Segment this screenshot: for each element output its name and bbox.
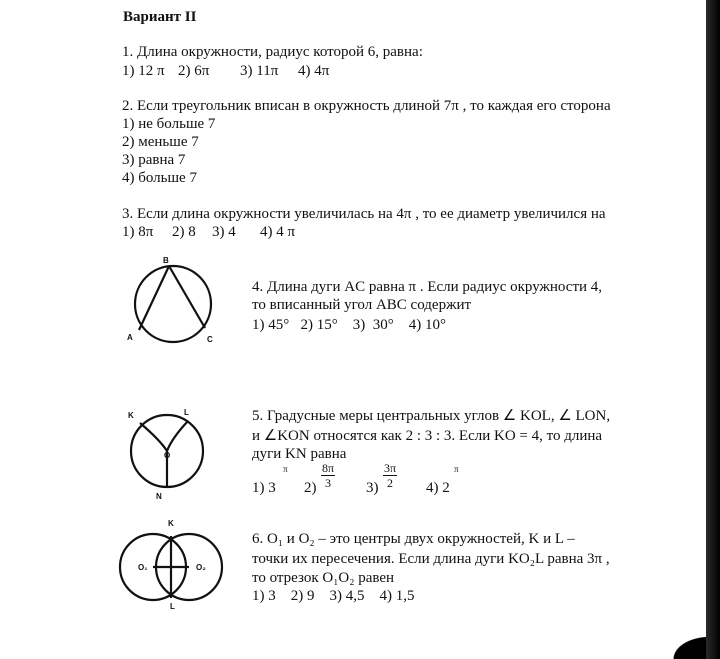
q1-answer-1: 1) 12 π bbox=[122, 63, 165, 79]
q5-center-o-label: O bbox=[164, 451, 171, 460]
q6-line-1: 6. O₁ и O₂ – это центры двух окружностей, K и L – bbox=[252, 531, 575, 547]
q5-line-2: и ∠KON относятся как 2 : 3 : 3. Если KO = 4, то длина bbox=[252, 428, 603, 444]
q2-answer-2: 2) меньше 7 bbox=[122, 134, 199, 150]
q5-point-l-label: L bbox=[184, 408, 189, 417]
q5-answer-3-label: 3) bbox=[366, 480, 379, 496]
q5-answer-4-pi: π bbox=[454, 464, 459, 474]
page-edge-shadow bbox=[706, 0, 720, 659]
q6-point-l-label: L bbox=[170, 602, 175, 611]
q5-line-3: дуги KN равна bbox=[252, 446, 347, 462]
q5-answer-3-numerator: 3π bbox=[384, 461, 397, 475]
q5-answer-3-fraction bbox=[383, 462, 397, 490]
q2-answer-3: 3) равна 7 bbox=[122, 152, 186, 168]
q5-answer-1-pi: π bbox=[283, 464, 288, 474]
q1-answer-4: 4) 4π bbox=[298, 63, 330, 79]
q6-center-o2-label: O₂ bbox=[196, 563, 206, 572]
q5-point-n-label: N bbox=[156, 492, 162, 501]
q6-center-o1-label: O₁ bbox=[138, 563, 148, 572]
q5-answer-2-denominator: 3 bbox=[325, 476, 332, 490]
q1-text: 1. Длина окружности, радиус которой 6, равна: bbox=[122, 44, 423, 60]
q1-answer-2: 2) 6π bbox=[178, 63, 210, 79]
q5-answer-1: 1) 3 bbox=[252, 480, 276, 496]
q2-answer-1: 1) не больше 7 bbox=[122, 116, 216, 132]
q5-line-1: 5. Градусные меры центральных углов ∠ KOL, ∠ LON, bbox=[252, 408, 611, 424]
q4-line-2: то вписанный угол ABC содержит bbox=[252, 297, 472, 313]
q5-answer-4: 4) 2 bbox=[426, 480, 450, 496]
q2-text: 2. Если треугольник вписан в окружность длиной 7π , то каждая его сторона bbox=[122, 98, 611, 114]
q3-answer-1: 1) 8π bbox=[122, 224, 154, 240]
q3-text: 3. Если длина окружности увеличилась на 4π , то ее диаметр увеличился на bbox=[122, 206, 606, 222]
q3-answer-2: 2) 8 bbox=[172, 224, 196, 240]
q4-point-c-label: C bbox=[207, 335, 213, 344]
q4-point-a-label: A bbox=[127, 333, 133, 342]
q6-line-3: то отрезок O₁O₂ равен bbox=[252, 570, 395, 586]
q5-answer-2-fraction bbox=[321, 462, 335, 490]
page-corner-curl bbox=[664, 631, 710, 659]
q5-answer-2-label: 2) bbox=[304, 480, 317, 496]
q5-point-k-label: K bbox=[128, 411, 134, 420]
q3-answer-3: 3) 4 bbox=[212, 224, 236, 240]
q6-two-circles-diagram bbox=[115, 520, 225, 610]
q3-answer-4: 4) 4 π bbox=[260, 224, 296, 240]
q2-answer-4: 4) больше 7 bbox=[122, 170, 197, 186]
q6-line-2: точки их пересечения. Если длина дуги KO₂L равна 3π , bbox=[252, 551, 610, 567]
q4-point-b-label: B bbox=[163, 256, 169, 265]
q1-answer-3: 3) 11π bbox=[240, 63, 279, 79]
q5-answer-2-numerator: 8π bbox=[322, 461, 335, 475]
q6-answers: 1) 3 2) 9 3) 4,5 4) 1,5 bbox=[252, 588, 415, 604]
q5-answer-3-denominator: 2 bbox=[387, 476, 394, 490]
variant-title: Вариант II bbox=[123, 9, 197, 25]
q4-answers: 1) 45° 2) 15° 3) 30° 4) 10° bbox=[252, 317, 446, 333]
q6-point-k-label: K bbox=[168, 519, 174, 528]
q4-line-1: 4. Длина дуги AC равна π . Если радиус окружности 4, bbox=[252, 279, 603, 295]
